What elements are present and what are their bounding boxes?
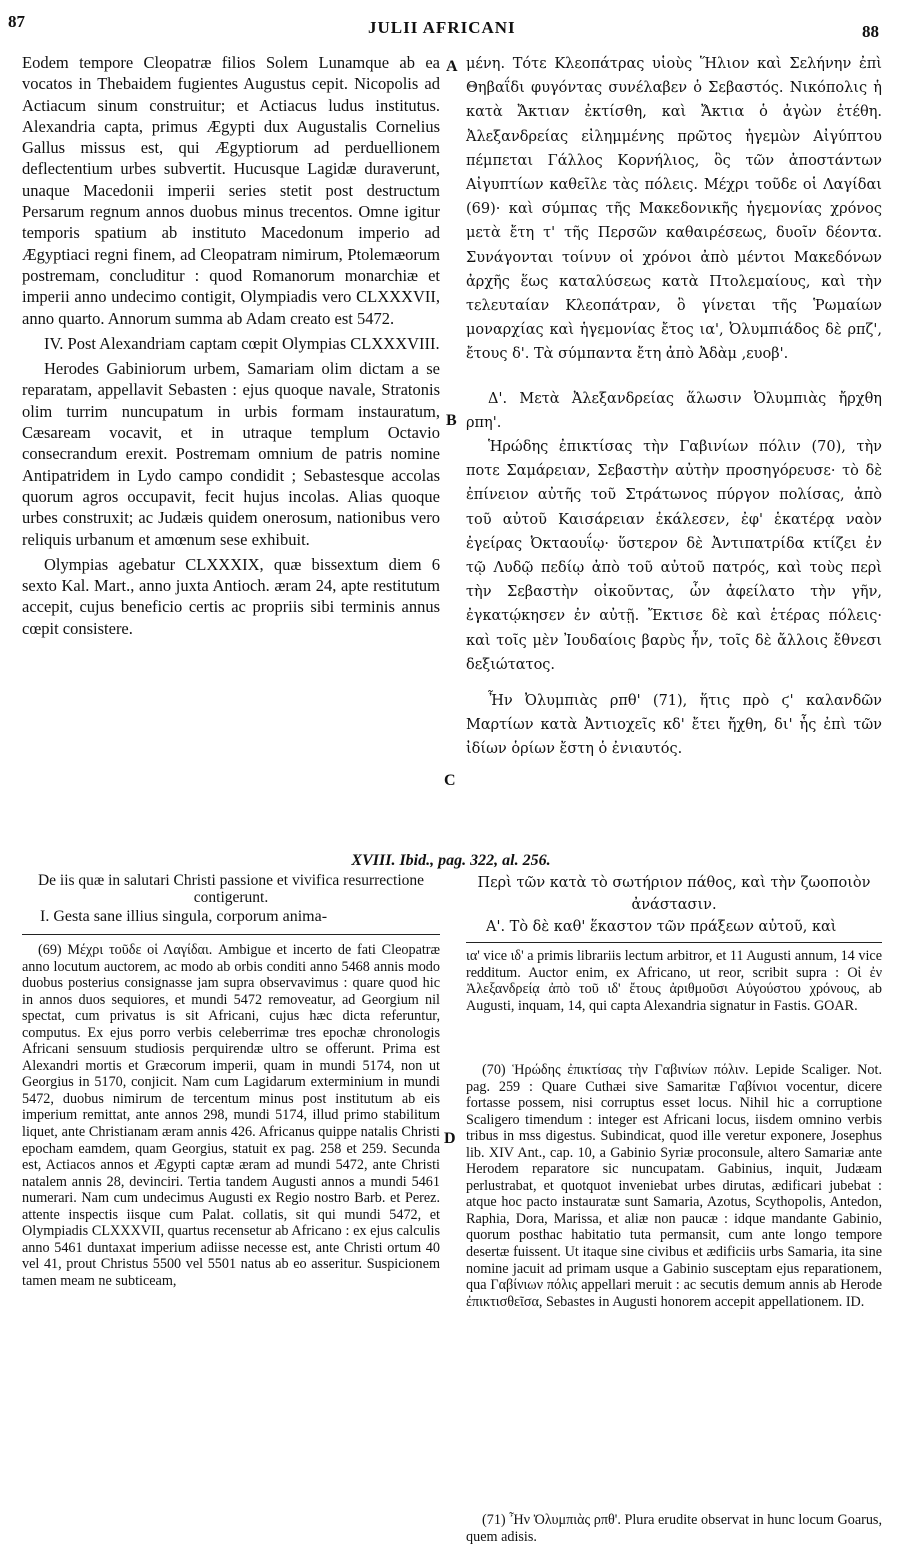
page-number-left: 87	[8, 12, 25, 31]
latin-section-first-line: I. Gesta sane illius singula, corporum anima-	[40, 908, 328, 925]
greek-section-first-line: Α'. Τὸ δὲ καθ' ἕκαστον τῶν πράξεων αὐτοῦ, καὶ	[486, 919, 837, 935]
running-title: JULII AFRICANI	[368, 18, 516, 37]
greek-paragraph-2: Δ'. Μετὰ Ἀλεξανδρείας ἅλωσιν Ὀλυμπιὰς ἤρχθη ρπη'.	[466, 390, 882, 431]
right-notes-rule	[466, 942, 882, 943]
latin-column	[22, 52, 440, 639]
margin-letter-c: C	[444, 772, 456, 789]
margin-letter-b: B	[446, 412, 457, 429]
greek-section-title: Περὶ τῶν κατὰ τὸ σωτήριον πάθος, καὶ τὴν ζωοποιὸν ἀνάστασιν.	[477, 875, 871, 913]
footnote-69-continued: ια' vice ιδ' a primis librariis lectum arbitror, et 11 Augusti annum, 14 vice redditum. Auctor enim, ex Africano, ut reor, scribit supra : Οἱ ἐν Ἀλεξανδρείᾳ ἀπὸ τοῦ ιδ' ἔτους ἀριθμοῦσι Αὐγούστου χρόνους, ab Augusti, inquam, 14, qui capta Alexandria signatur in Fastis. GOAR.	[466, 948, 882, 1014]
section-heading: XVIII. Ibid., pag. 322, al. 256.	[351, 852, 551, 869]
latin-paragraph-1: Eodem tempore Cleopatræ filios Solem Lunamque ab ea vocatos in Thebaidem fugientes Augustus cepit. Nicopolis ad Actiacum sinum construitur; et Actiacus ludus institutus. Alexandria capta, primus Ægypti dux Augustalis Cornelius Gallus missus est, qui Ægyptiorum ad perduellionem deflectentium urbes subvertit. Hucusque Lagidæ duraverunt, unaque Macedonii imperii series stetit post destructum Persarum regnum annos duobus minus trecentos. Omne igitur temporis spatium ab instituto Macedonum imperio ad Ægyptiaci regni finem, ad Cleopatram nimirum, Ptolemæorum postremam, concluditur : quod Romanorum monarchiæ et imperii anno undecimo contigit, Olympiadis vero CLXXXVII, anno quarto. Annorum summa ab Adam creato est 5472.	[22, 53, 440, 328]
latin-paragraph-3: Herodes Gabiniorum urbem, Samariam olim dictam a se reparatam, appellavit Sebasten : ejus quoque navale, Stratonis olim turrim nuncupatum in urbis formam instauratum, Cæsaream vocavit, et in utraque templum Octavio consecrandum erexit. Postremam omnium de patris nomine Antipatridem in Lydo campo condidit ; Sebastesque accolas quorum agros occupavit, fecit hujus incolas. Alias quoque urbes construxit; ac Judæis quidem onerosum, nationibus vero reliquis urbanum et amœnum sese exhibuit.	[22, 359, 440, 549]
footnote-71: (71) Ἦν Ὀλυμπιὰς ρπθ'. Plura erudite observat in hunc locum Goarus, quem adisis.	[466, 1512, 882, 1545]
latin-paragraph-4: Olympias agebatur CLXXXIX, quæ bissextum diem 6 sexto Kal. Mart., anno juxta Antioch. æram 24, apte restitutum accepit, cujus beneficio certis ac propriis sibi terminis annus cœpit consistere.	[22, 554, 440, 638]
latin-paragraph-2: IV. Post Alexandriam captam cœpit Olympias CLXXXVIII.	[44, 333, 440, 353]
latin-section-title: De iis quæ in salutari Christi passione et vivifica resurrectione contigerunt.	[37, 872, 425, 906]
page-number-right: 88	[862, 22, 879, 41]
footnote-69: (69) Μέχρι τοῦδε οἱ Λαγίδαι. Ambigue et incerto de fati Cleopatræ anno locutum auctorem, ac modo ab orbis conditi anno 5468 annis modo duobus posterius consignasse jam supra observavimus : quare quod hic in annos duos sequiores, et mundi 5472 removeatur, ad Georgium nil spectat, cum privatus is sit Africani, cujus hæc dicta referuntur, computus. Ex ejus porro verbis celeberrimæ tres epochæ chronologis Africani sensuum studiosis perquirendæ ultro se offerunt. Prima est Alexandri mortis et Græcorum imperii, quam in mundi 5174, non ut Georgius in 5170, conjicit. Nam cum Lagidarum exterminium in mundi 5472, duobus nimirum de tercentum minus post institutum ab eis imperium remittat, ante annos 298, mundi 5174, illud primo stabilitum liquet, ante Christianam æram annis 426. Africanus quippe natalis Christi epocham eamdem, quam Georgius, statuit ex pag. 258 et 259. Secunda est, Actiacos annos et Ægypti captæ æram ad mundi 5472, ante Christi natalem annis 28, devinciri. Tertia tandem Augusti annos a mundi 5461 numerari. Nam cum undecimus Augusti ex Regio nostro Barb. et Perez. attente inspectis iisque cum Palat. collatis, sit qui mundi 5472, et Olympiadis CLXXXVII, quartus recensetur ab Africano : ex ejus calculis anno 5461 duntaxat imperium adiisse necesse est, ante Christi ortum 40 vel 41, prout Christus 5500 vel 5501 natus ab eo asseritur. Suspicionem tamen meam ne subticeam,	[22, 942, 440, 1289]
footnote-70: (70) Ἡρώδης ἐπικτίσας τὴν Γαβινίων πόλιν. Lepide Scaliger. Not. pag. 259 : Quare Cuthæi sive Samaritæ Γαβίνιοι vocentur, dicere fortasse possem, nisi corruptus esset locus. Nihil hic a corruptione Scaligero timendum : integer est Africani locus, iisdem omnino verbis tribus in mss digestus. Subindicat, quod ille veretur exponere, Josephus lib. XIV Ant., cap. 10, a Gabinio Syriæ proconsule, altero Samariæ ante Herodem reparatore sic nuncupatam. Gabinius, inquit, Judæam perlustrabat, et quotquot inveniebat urbes dirutas, ædificari jubebat : atque hoc pacto instauratæ sunt Samaria, Azotus, Scythopolis, Antedon, Raphia, Dora, Marissa, et aliæ non paucæ : idque mandante Gabinio, quorum posthac habitatio tuta permansit, cum ante longo tempore desertæ fuissent. Ut itaque sine civibus et ædificiis urbs Samaria, ita sine nomine jacuit ad primam usque a Gabinio susceptam ejus reparationem, qua Γαβίνιων πόλις appellari meruit : ac secutis demum annis ab Herode ἐπικτισθεῖσα, Sebastes in Augusti honorem accepit appellationem. ID.	[466, 1062, 882, 1310]
greek-paragraph-3: Ἡρώδης ἐπικτίσας τὴν Γαβινίων πόλιν (70), τὴν ποτε Σαμάρειαν, Σεβαστὴν αὐτὴν προσηγόρευσε· τὸ δὲ ἐπίνειον αὐτῆς τοῦ Στράτωνος πύργον πολίσας, ἀπὸ τοῦ αὐτοῦ Καισάρειαν ἐκάλεσεν, ἐφ' ἑκατέρᾳ ναὸν ἐγείρας Ὀκταουΐῳ· ὕστερον δὲ Ἀντιπατρίδα κτίζει ἐν τῷ Λυδῷ πεδίῳ ἀπὸ τοῦ αὐτοῦ πατρός, καὶ τοὺς περὶ τὴν Σεβαστὴν οἰκοῦντας, ὧν ἀφείλατο τὴν γῆν, ἐγκατῴκησεν ἐν αὐτῇ. Ἔκτισε δὲ καὶ ἑτέρας πόλεις· καὶ τοῖς μὲν Ἰουδαίοις βαρὺς ἦν, τοῖς δὲ ἄλλοις ἔθνεσι δεξιώτατος.	[466, 439, 882, 673]
margin-letter-d: D	[444, 1130, 456, 1147]
left-notes-rule	[22, 934, 440, 935]
greek-paragraph-4: Ἦν Ὀλυμπιὰς ρπθ' (71), ἥτις πρὸ ϛ' καλανδῶν Μαρτίων κατὰ Ἀντιοχεῖς κδ' ἔτει ἤχθη, δι' ἧς ἐπὶ τῶν ἰδίων ὁρίων ἔστη ὁ ἐνιαυτός.	[466, 693, 882, 758]
greek-paragraph-1: μένη. Τότε Κλεοπάτρας υἱοὺς Ἥλιον καὶ Σελήνην ἐπὶ Θηβαΐδι φυγόντας συνέλαβεν ὁ Σεβαστός. Νικόπολις ἡ κατὰ Ἄκτιαν ἐκτίσθη, καὶ Ἄκτια ὁ ἀγὼν ἐτέθη. Ἀλεξανδρείας εἰλημμένης πρῶτος ἡγεμὼν Αἰγύπτου πέμπεται Γάλλος Κορνήλιος, ὃς τῶν ἀποστάντων Αἰγυπτίων καθεῖλε τὰς πόλεις. Μέχρι τοῦδε οἱ Λαγίδαι (69)· καὶ σύμπας τῆς Μακεδονικῆς ἡγεμονίας χρόνος μετὰ ἔτη τ' τῆς Περσῶν καθαιρέσεως, δυοῖν δέοντα. Συνάγονται τοίνυν οἱ χρόνοι ἀπὸ μέντοι Μακεδόνων ἀρχῆς ἕως καταλύσεως κατὰ Πτολεμαίους, καὶ τὴν τελευταίαν Κλεοπάτραν, ὃ γίνεται τῆς Ῥωμαίων μοναρχίας καὶ ἡγεμονίας ἔτος ια', Ὀλυμπιάδος δὲ ρπζ', ἔτους δ'. Τὰ σύμπαντα ἔτη ἀπὸ Ἀδὰμ ,ευοβ'.	[466, 56, 882, 363]
greek-column	[466, 52, 882, 762]
margin-letter-a: A	[446, 58, 458, 75]
